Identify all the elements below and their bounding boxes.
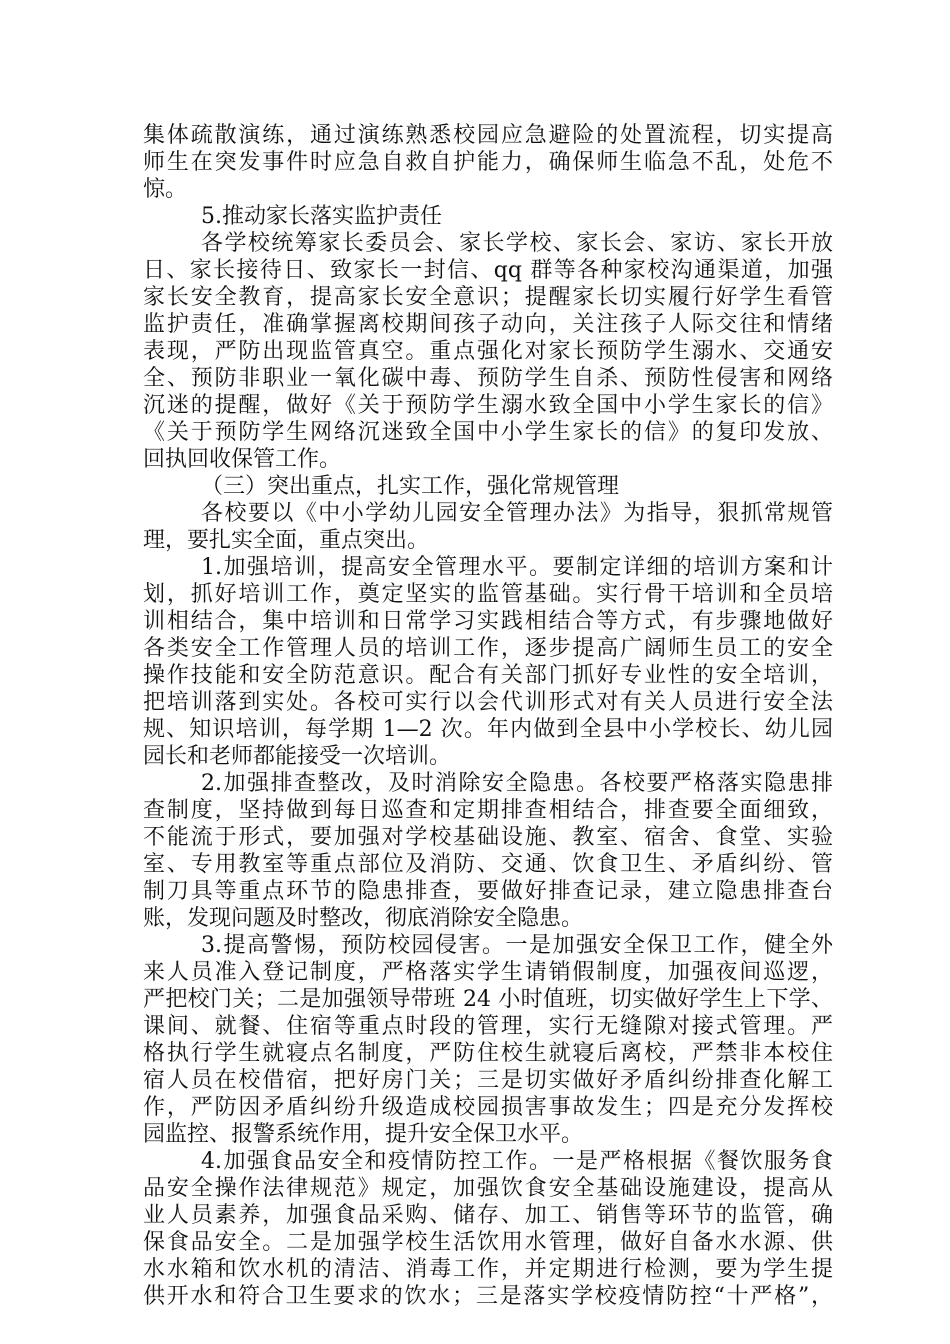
text-line: 师生在突发事件时应急自救自护能力，确保师生临急不乱，处危不 bbox=[143, 150, 833, 175]
paragraph-first-line: 5.推动家长落实监护责任 bbox=[201, 204, 442, 229]
text-line: 沉迷的提醒，做好《关于预防学生溺水致全国中小学生家长的信》 bbox=[143, 393, 833, 418]
text-line: 业人员素养，加强食品采购、储存、加工、销售等环节的监管，确 bbox=[143, 1203, 833, 1228]
text-line: 水水箱和饮水机的清洁、消毒工作，并定期进行检测，要为学生提 bbox=[143, 1257, 833, 1282]
paragraph-first-line: 4.加强食品安全和疫情防控工作。一是严格根据《餐饮服务食 bbox=[201, 1149, 833, 1174]
text-line: 不能流于形式，要加强对学校基础设施、教室、宿舍、食堂、实验 bbox=[143, 825, 833, 850]
text-line: 室、专用教室等重点部位及消防、交通、饮食卫生、矛盾纠纷、管 bbox=[143, 852, 833, 877]
text-line: 理，要扎实全面，重点突出。 bbox=[143, 528, 430, 553]
text-line: 宿人员在校借宿，把好房门关；三是切实做好矛盾纠纷排查化解工 bbox=[143, 1068, 833, 1093]
text-line: 监护责任，准确掌握离校期间孩子动向，关注孩子人际交往和情绪 bbox=[143, 312, 833, 337]
paragraph-first-line: （三）突出重点，扎实工作，强化常规管理 bbox=[201, 474, 620, 499]
text-line: 家长安全教育，提高家长安全意识；提醒家长切实履行好学生看管 bbox=[143, 285, 833, 310]
text-line: 供开水和符合卫生要求的饮水；三是落实学校疫情防控“十严格”， bbox=[143, 1284, 833, 1309]
text-line: 操作技能和安全防范意识。配合有关部门抓好专业性的安全培训， bbox=[143, 663, 833, 688]
text-line: 保食品安全。二是加强学校生活饮用水管理，做好自备水水源、供 bbox=[143, 1230, 833, 1255]
text-line: 规、知识培训，每学期 1—2 次。年内做到全县中小学校长、幼儿园 bbox=[143, 717, 833, 742]
text-line: 作，严防因矛盾纠纷升级造成校园损害事故发生；四是充分发挥校 bbox=[143, 1095, 833, 1120]
text-line: 把培训落到实处。各校可实行以会代训形式对有关人员进行安全法 bbox=[143, 690, 833, 715]
text-line: 制刀具等重点环节的隐患排查，要做好排查记录，建立隐患排查台 bbox=[143, 879, 833, 904]
paragraph-first-line: 2.加强排查整改，及时消除安全隐患。各校要严格落实隐患排 bbox=[201, 771, 833, 796]
text-line: 集体疏散演练，通过演练熟悉校园应急避险的处置流程，切实提高 bbox=[143, 123, 833, 148]
text-line: 表现，严防出现监管真空。重点强化对家长预防学生溺水、交通安 bbox=[143, 339, 833, 364]
text-line: 园监控、报警系统作用，提升安全保卫水平。 bbox=[143, 1122, 584, 1147]
text-line: 日、家长接待日、致家长一封信、qq 群等各种家校沟通渠道，加强 bbox=[143, 258, 833, 283]
paragraph-first-line: 各校要以《中小学幼儿园安全管理办法》为指导，狠抓常规管 bbox=[201, 501, 833, 526]
text-line: 园长和老师都能接受一次培训。 bbox=[143, 744, 452, 769]
text-line: 划，抓好培训工作，奠定坚实的监管基础。实行骨干培训和全员培 bbox=[143, 582, 833, 607]
text-line: 查制度，坚持做到每日巡查和定期排查相结合，排查要全面细致， bbox=[143, 798, 833, 823]
text-line: 惊。 bbox=[143, 177, 188, 202]
text-line: 训相结合，集中培训和日常学习实践相结合等方式，有步骤地做好 bbox=[143, 609, 833, 634]
paragraph-first-line: 3.提高警惕，预防校园侵害。一是加强安全保卫工作，健全外 bbox=[201, 933, 833, 958]
text-line: 品安全操作法律规范》规定，加强饮食安全基础设施建设，提高从 bbox=[143, 1176, 833, 1201]
text-line: 《关于预防学生网络沉迷致全国中小学生家长的信》的复印发放、 bbox=[143, 420, 833, 445]
text-line: 格执行学生就寝点名制度，严防住校生就寝后离校，严禁非本校住 bbox=[143, 1041, 833, 1066]
document-body bbox=[143, 122, 833, 1310]
text-line: 严把校门关；二是加强领导带班 24 小时值班，切实做好学生上下学、 bbox=[143, 987, 833, 1012]
paragraph-first-line: 各学校统筹家长委员会、家长学校、家长会、家访、家长开放 bbox=[201, 231, 833, 256]
text-line: 来人员准入登记制度，严格落实学生请销假制度，加强夜间巡逻， bbox=[143, 960, 833, 985]
text-line: 课间、就餐、住宿等重点时段的管理，实行无缝隙对接式管理。严 bbox=[143, 1014, 833, 1039]
text-line: 回执回收保管工作。 bbox=[143, 447, 342, 472]
text-line: 各类安全工作管理人员的培训工作，逐步提高广阔师生员工的安全 bbox=[143, 636, 833, 661]
text-line: 全、预防非职业一氧化碳中毒、预防学生自杀、预防性侵害和网络 bbox=[143, 366, 833, 391]
paragraph-first-line: 1.加强培训，提高安全管理水平。要制定详细的培训方案和计 bbox=[201, 555, 833, 580]
text-line: 账，发现问题及时整改，彻底消除安全隐患。 bbox=[143, 906, 584, 931]
